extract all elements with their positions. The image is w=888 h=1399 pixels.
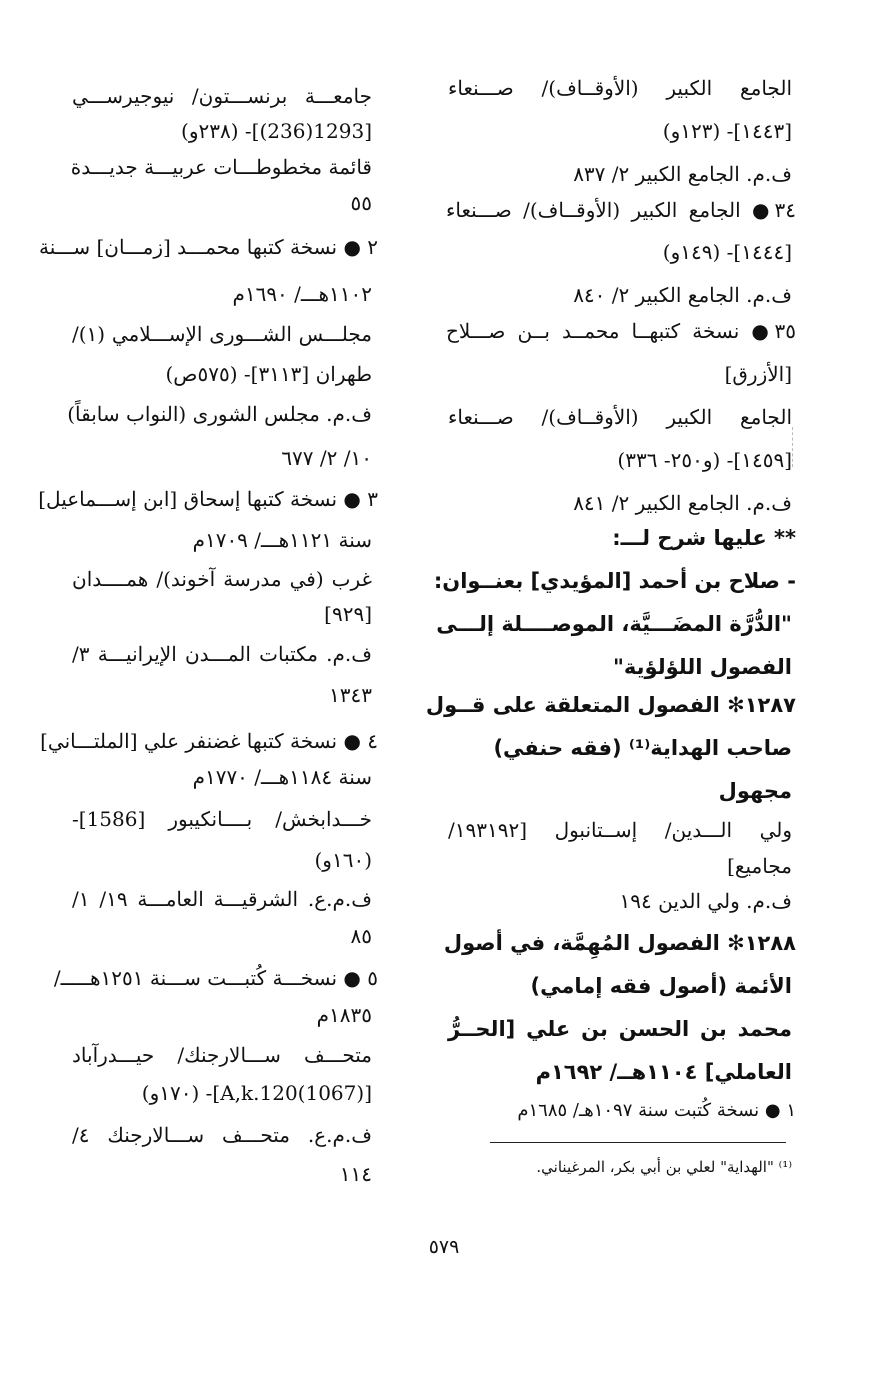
right-col-line-8: [الأزرق] <box>724 362 792 386</box>
left-col-line-16: ١٣٤٣ <box>329 683 372 707</box>
left-col-line-6: ١١٠٢هـــ/ ١٦٩٠م <box>232 282 372 306</box>
right-col-line-2: [١٤٤٣]- (١٢٣و) <box>662 119 792 143</box>
right-col-line-19: ولي الـــدين/ إســتانبول [١٩٣١٩٢/ <box>448 818 792 842</box>
left-col-line-12: سنة ١١٢١هـــ/ ١٧٠٩م <box>192 528 372 552</box>
right-col-line-6: ف.م. الجامع الكبير ٢/ ٨٤٠ <box>573 283 792 307</box>
left-col-line-18: سنة ١١٨٤هـــ/ ١٧٧٠م <box>192 765 372 789</box>
left-col-line-26: [A,k.120(1067)]- (١٧٠و) <box>141 1081 372 1105</box>
footnote: ⁽¹⁾ "الهداية" لعلي بن أبي بكر، المرغيناني. <box>536 1158 792 1176</box>
left-col-line-8: طهران [٣١١٣]- (٥٧٥ص) <box>165 362 372 386</box>
left-col-line-25: متحـــف ســـالارجنك/ حيـــدرآباد <box>72 1043 372 1067</box>
left-col-copy-5: ٥ ● نسخـــة كُتبـــت ســـنة ١٢٥١هـــــ/ <box>53 966 378 990</box>
left-col-line-10: ١٠/ ٢/ ٦٧٧ <box>281 446 372 470</box>
left-col-line-22: ٨٥ <box>350 924 372 948</box>
entry-1287-author: مجهول <box>718 779 792 803</box>
left-col-line-27: ف.م.ع. متحـــف ســـالارجنك ٤/ <box>72 1123 372 1147</box>
left-col-line-7: مجلـــس الشـــورى الإســـلامي (١)/ <box>72 322 372 346</box>
right-col-line-3: ف.م. الجامع الكبير ٢/ ٨٣٧ <box>573 162 792 186</box>
entry-1287-title-cont: صاحب الهداية⁽¹⁾ (فقه حنفي) <box>493 736 792 760</box>
right-col-line-11: ف.م. الجامع الكبير ٢/ ٨٤١ <box>573 491 792 515</box>
right-col-entry-35: ٣٥● نسخة كتبهــا محمــد بــن صـــلاح <box>446 319 796 343</box>
right-col-entry-34: ٣٤● الجامع الكبير (الأوقــاف)/ صـــنعاء <box>446 198 796 222</box>
entry-1288-author-cont: العاملي] ١١٠٤هــ/ ١٦٩٢م <box>535 1060 792 1084</box>
left-col-line-2: [1293(236)]- (٢٣٨و) <box>181 119 372 143</box>
entry-1288-copy-1: ١ ● نسخة كُتبت سنة ١٠٩٧هـ/ ١٦٨٥م <box>517 1100 796 1121</box>
entry-1287-title: ١٢٨٧✻ الفصول المتعلقة على قــول <box>425 693 796 717</box>
left-col-line-13: غرب (في مدرسة آخوند)/ همــــدان <box>72 567 372 591</box>
footnote-divider <box>490 1142 786 1143</box>
left-col-line-3: قائمة مخطوطـــات عربيـــة جديـــدة <box>70 155 372 179</box>
right-col-line-10: [١٤٥٩]- (و٢٥٠- ٣٣٦) <box>617 448 792 472</box>
left-col-line-15: ف.م. مكتبات المـــدن الإيرانيـــة ٣/ <box>72 642 372 666</box>
page-number: ٥٧٩ <box>428 1236 460 1258</box>
entry-1288-title-cont: الأئمة (أصول فقه إمامي) <box>530 974 792 998</box>
left-col-line-28: ١١٤ <box>339 1162 372 1186</box>
commentary-heading: ** عليها شرح لـــ: <box>612 526 796 550</box>
left-col-line-4: ٥٥ <box>350 191 372 215</box>
entry-1288-author: محمد بن الحسن بن علي [الحــرُّ <box>448 1017 792 1041</box>
left-col-line-24: ١٨٣٥م <box>316 1003 372 1027</box>
left-col-line-1: جامعـــة برنســـتون/ نيوجيرســـي <box>72 84 372 108</box>
left-col-copy-2: ٢ ● نسخة كتبها محمـــد [زمـــان] ســـنة <box>39 235 378 259</box>
left-col-line-20: (١٦٠و) <box>314 848 372 872</box>
left-col-line-9: ف.م. مجلس الشورى (النواب سابقاً) <box>67 402 372 426</box>
entry-1288-title: ١٢٨٨✻ الفصول المُهِمَّة، في أصول <box>443 931 796 955</box>
right-col-line-20: مجاميع] <box>727 854 792 878</box>
commentary-title-line-1: "الدُّرَّة المضَـــيَّة، الموصــــلة إلـــى <box>436 612 792 636</box>
commentary-author: - صلاح بن أحمد [المؤيدي] بعنــوان: <box>433 569 796 593</box>
left-col-line-14: [٩٢٩] <box>324 602 372 626</box>
left-col-copy-4: ٤ ● نسخة كتبها غضنفر علي [الملتـــاني] <box>40 729 378 753</box>
right-col-line-1: الجامع الكبير (الأوقــاف)/ صـــنعاء <box>448 76 792 100</box>
left-col-line-21: ف.م.ع. الشرقيـــة العامـــة ١٩/ ١/ <box>72 887 372 911</box>
right-col-line-9: الجامع الكبير (الأوقــاف)/ صـــنعاء <box>448 405 792 429</box>
commentary-title-line-2: الفصول اللؤلؤية" <box>612 655 792 679</box>
left-col-line-19: خـــدابخش/ بــــانكيبور [1586]- <box>72 807 372 831</box>
margin-mark <box>792 427 803 467</box>
right-col-line-21: ف.م. ولي الدين ١٩٤ <box>619 889 792 913</box>
right-col-line-5: [١٤٤٤]- (١٤٩و) <box>662 240 792 264</box>
left-col-copy-3: ٣ ● نسخة كتبها إسحاق [ابن إســـماعيل] <box>38 487 378 511</box>
